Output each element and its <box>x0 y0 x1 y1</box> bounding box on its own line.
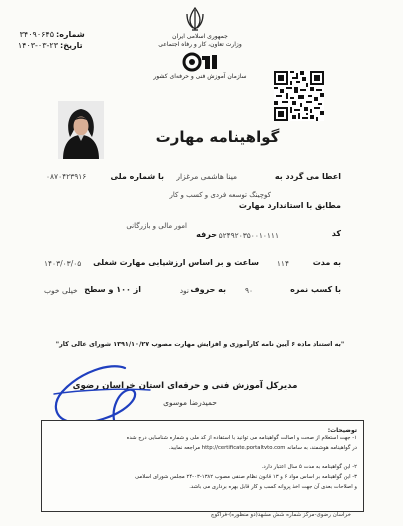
date-label: تاریخ: <box>60 41 83 50</box>
tvto-logo-icon <box>181 51 219 73</box>
notes-heading: توضیحات: <box>327 427 357 434</box>
assessment-label: ساعت و بر اساس ارزشیابی مهارت شغلی <box>93 258 259 267</box>
profession-label: حرفه <box>196 230 217 239</box>
iran-emblem-icon <box>183 6 207 32</box>
note-line-5: و اصلاحات بعدی آن جهت اخذ پروانه کسب و کار قابل بهره برداری می باشد. <box>189 484 357 490</box>
number-label: شماره: <box>56 30 85 39</box>
score-label: با کسب نمره <box>290 285 341 294</box>
footer-text: خراسان رضوی-مرکز شماره شش مشهد(دو منظوره)-فراگوچ <box>210 512 351 518</box>
duration-value: ۱۱۴ <box>276 259 289 268</box>
granted-label: اعطا می گردد به <box>274 172 341 181</box>
standard-value: کوچینگ توسعه فردی و کسب و کار <box>169 191 271 199</box>
letters-label: به حروف <box>190 285 226 294</box>
signatory-name: حمیدرضا موسوی <box>163 398 217 407</box>
country-name: جمهوری اسلامی ایران <box>172 33 228 40</box>
legal-statement: "به استناد ماده ۶ آیین نامه کارآموزی و افزایش مهارت مصوب ۱۳۹۱/۱۰/۲۷ شورای عالی کار" <box>55 340 345 348</box>
national-id-label: با شماره ملی <box>110 172 164 181</box>
code-label: کد <box>331 229 341 238</box>
note-line-3: ۲- این گواهینامه به مدت ۵ سال اعتبار دارد. <box>261 464 357 470</box>
holder-photo <box>58 101 104 159</box>
note-line-1: ۱- جهت استعلام از صحت و اصالت گواهینامه می توانید با استفاده از کد ملی و شماره شناسایی درج شده <box>126 435 357 441</box>
note-line-2: در گواهینامه هوشمند، به سامانه http://certificate.portaltvto.com مراجعه نمایید. <box>168 445 357 451</box>
signatory-title: مدیرکل آموزش فنی و حرفه‌ای استان خراسان رضوی <box>72 381 298 391</box>
qr-code[interactable] <box>274 71 324 121</box>
duration-label: به مدت <box>312 258 341 267</box>
code-value: ۵۲۴۹۲۰۳۵۰۰۱۰۱۱۱ <box>218 231 279 240</box>
ministry-name: وزارت تعاون، کار و رفاه اجتماعی <box>158 41 242 48</box>
national-id-value: ۰۸۷۰۴۲۳۹۱۶ <box>46 172 87 181</box>
profession-value: امور مالی و بازرگانی <box>126 222 187 230</box>
score-value: ۹۰ <box>244 286 253 295</box>
note-line-4: ۳- این گواهینامه بر اساس مواد ۶ و ۱۳ قانون نظام صنفی مصوب ۱۳۸۲-۰۳-۲۴ مجلس شورای اسلامی <box>134 474 357 480</box>
assessment-date: ۱۴۰۳/۰۳/۰۵ <box>44 259 82 268</box>
number-value: ۳۴۰۹۰۶۴۵ <box>19 30 54 39</box>
letters-value: نود <box>179 286 189 295</box>
date-value: ۱۴۰۳-۰۳-۲۳ <box>17 41 58 50</box>
organization-name: سازمان آموزش فنی و حرفه‌ای کشور <box>153 73 247 80</box>
certificate-title: گواهینامه مهارت <box>155 128 280 146</box>
level-value: خیلی خوب <box>44 286 78 295</box>
out-of-label: از ۱۰۰ و سطح <box>84 285 141 294</box>
granted-value: مینا هاشمی مرغزار <box>176 172 237 181</box>
standard-label: مطابق با استاندارد مهارت <box>238 201 341 210</box>
